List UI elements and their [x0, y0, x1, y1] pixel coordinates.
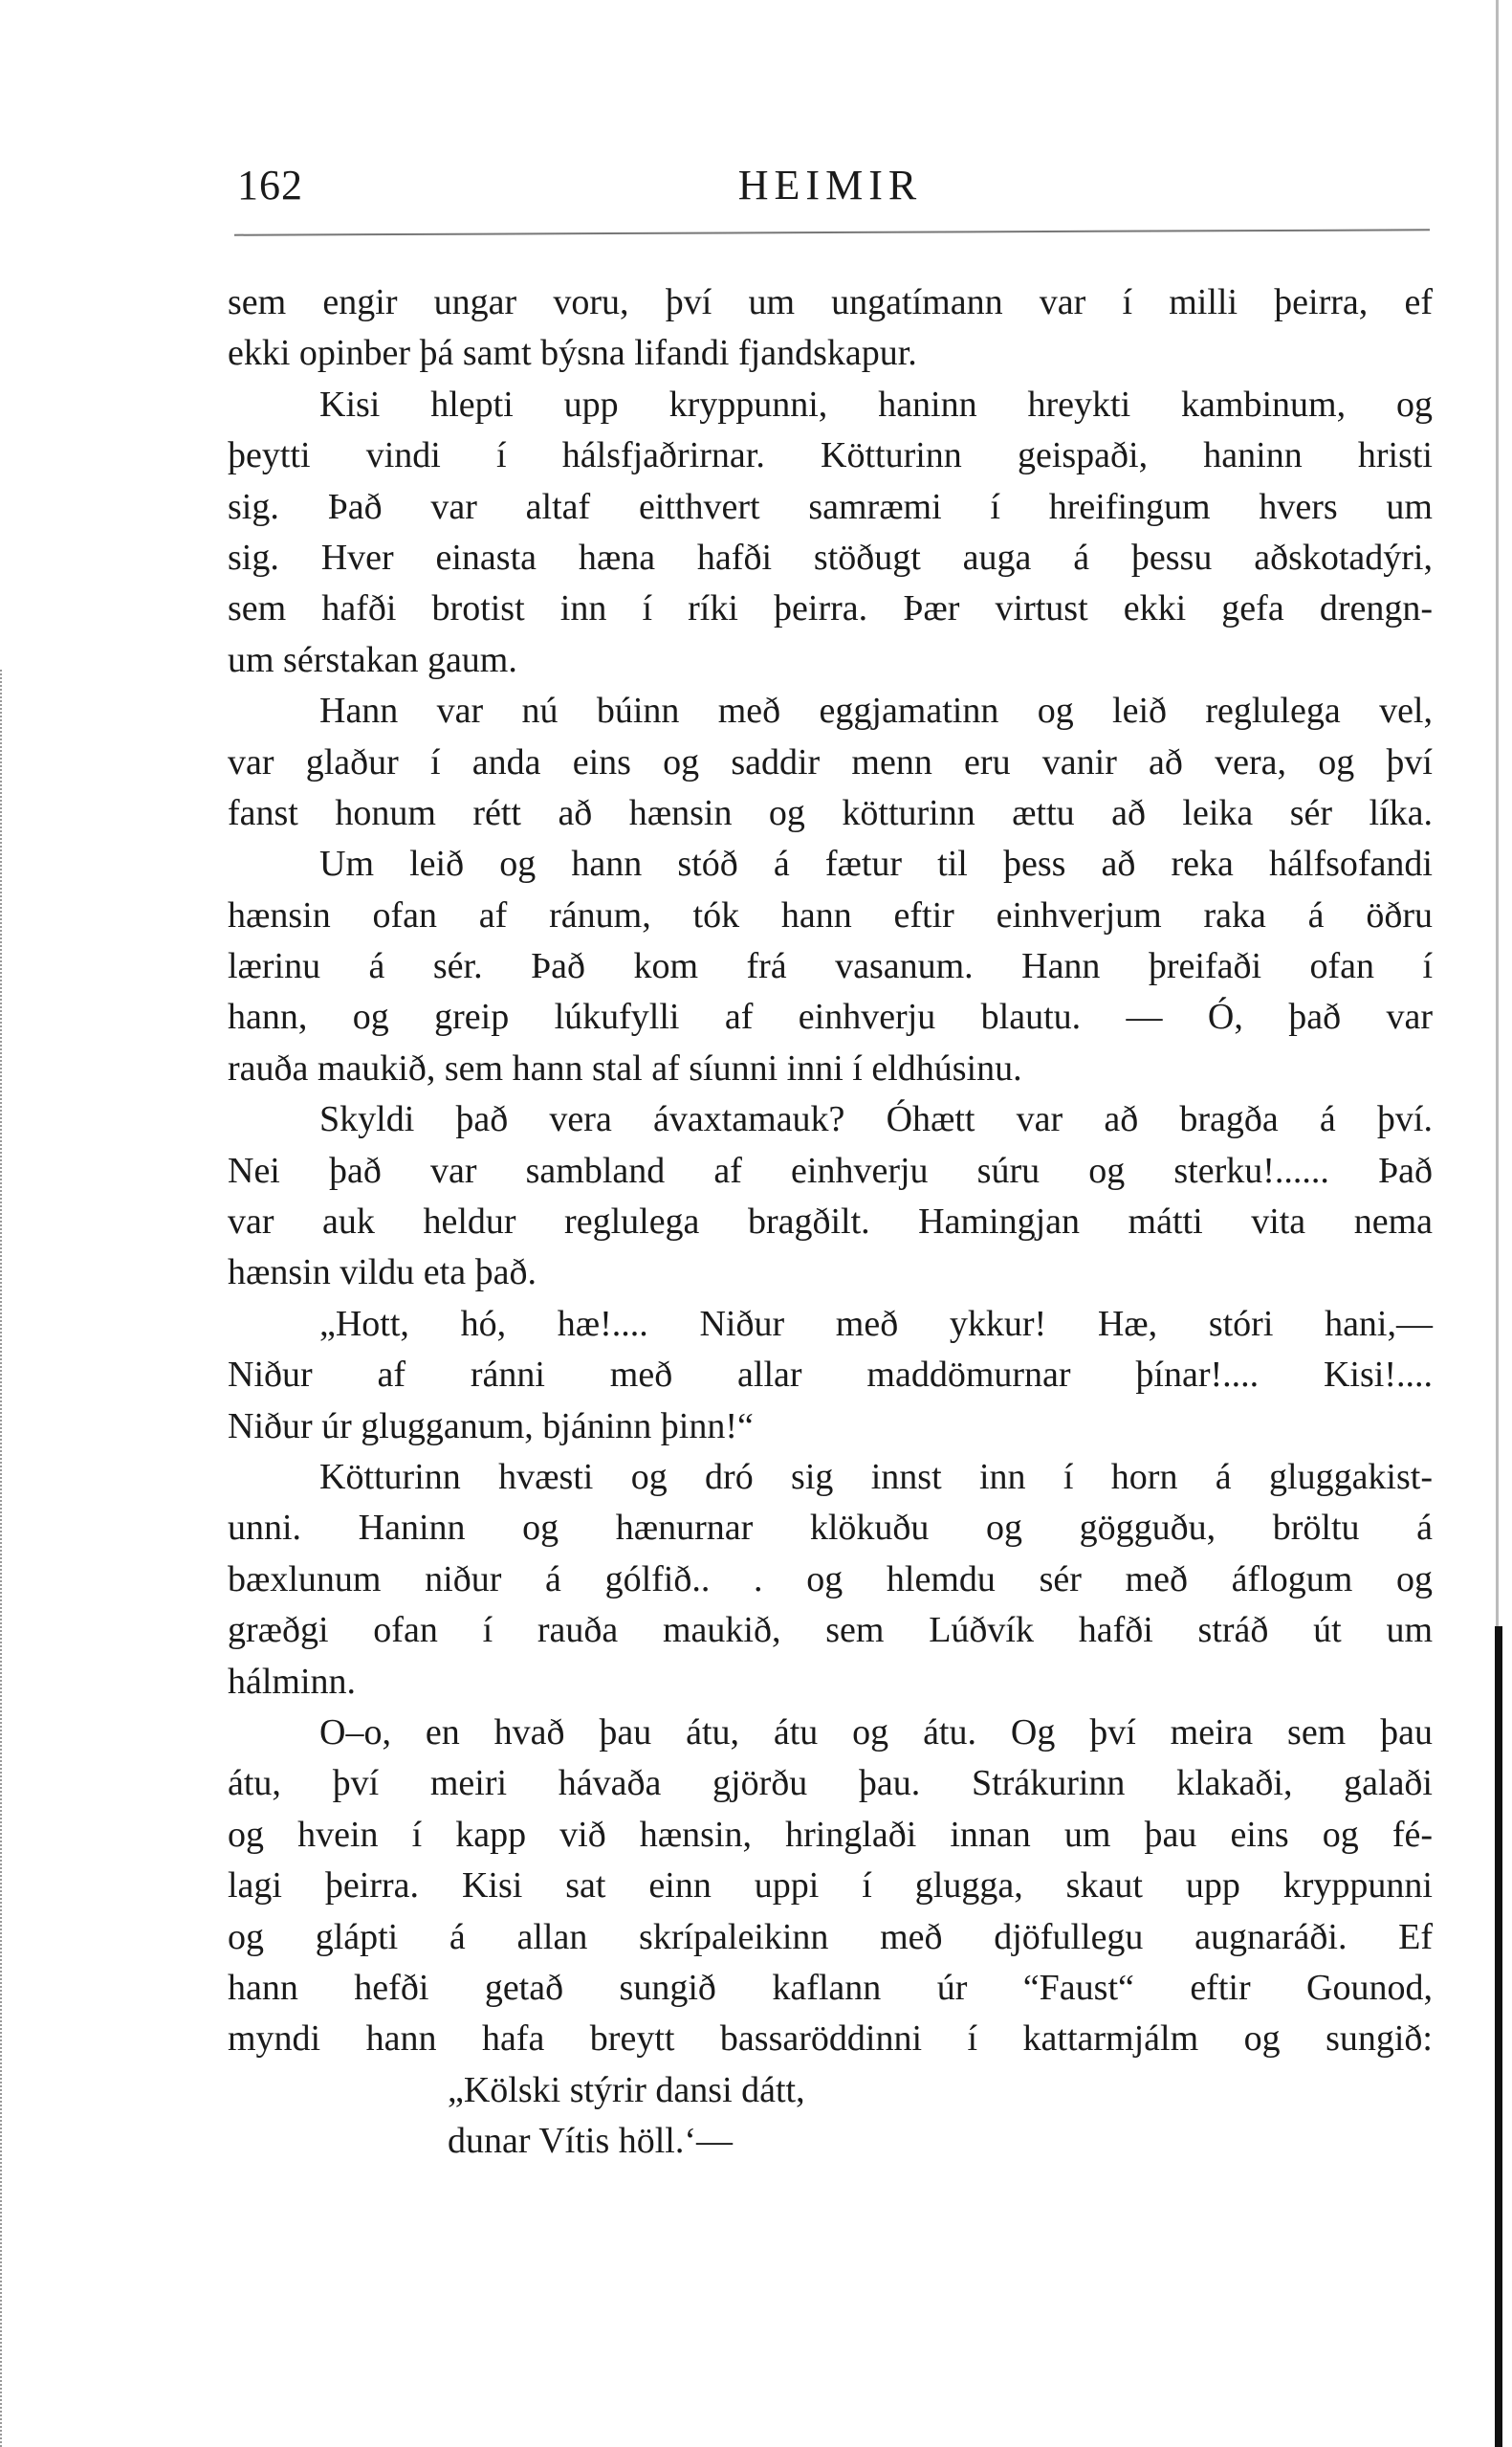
text-line: O–o, en hvað þau átu, átu og átu. Og því meira sem þau [319, 1711, 1433, 1753]
page-edge-speckles [0, 670, 13, 2447]
running-title: HEIMIR [737, 162, 923, 209]
text-line: Kisi hlepti upp kryppunni, haninn hreykti kambinum, og [319, 384, 1433, 425]
text-line: ekki opinber þá samt býsna lifandi fjandskapur. [228, 333, 917, 374]
text-line: bæxlunum niður á gólfið.. . og hlemdu sér með áflogum og [228, 1558, 1433, 1599]
text-line: græðgi ofan í rauða maukið, sem Lúðvík hafði stráð út um [228, 1610, 1433, 1651]
text-line: sem engir ungar voru, því um ungatímann var í milli þeirra, ef [228, 282, 1433, 322]
text-line: sig. Það var altaf eitthvert samræmi í hreifingum hvers um [228, 486, 1433, 527]
text-line: og glápti á allan skrípaleikinn með djöfullegu augnaráði. Ef [228, 1916, 1433, 1957]
verse-line: dunar Vítis höll.‘— [448, 2121, 734, 2162]
text-line: hann hefði getað sungið kaflann úr “Faust“ eftir Gounod, [228, 1967, 1433, 2008]
text-line: hálminn. [228, 1661, 357, 1702]
text-line: Niður af ránni með allar maddömurnar þínar!.... Kisi!.... [228, 1355, 1433, 1396]
spine-shadow [1496, 0, 1499, 1626]
text-line: unni. Haninn og hænurnar klökuðu og gögguðu, bröltu á [228, 1508, 1433, 1549]
text-line: hænsin vildu eta það. [228, 1252, 537, 1293]
text-line: Kötturinn hvæsti og dró sig innst inn í horn á gluggakist- [319, 1456, 1433, 1497]
text-line: hann, og greip lúkufylli af einhverju blautu. — Ó, það var [228, 997, 1433, 1038]
text-line: og hvein í kapp við hænsin, hringlaði innan um þau eins og fé- [228, 1814, 1433, 1855]
header-rule [234, 229, 1430, 235]
text-line: um sérstakan gaum. [228, 639, 517, 680]
text-line: lærinu á sér. Það kom frá vasanum. Hann þreifaði ofan í [228, 946, 1433, 987]
text-line: rauða maukið, sem hann stal af síunni inni í eldhúsinu. [228, 1047, 1022, 1089]
text-line: hænsin ofan af ránum, tók hann eftir einhverjum raka á öðru [228, 894, 1433, 936]
text-line: var auk heldur reglulega bragðilt. Hamingjan mátti vita nema [228, 1201, 1433, 1243]
text-line: sem hafði brotist inn í ríki þeirra. Þær virtust ekki gefa drengn- [228, 588, 1433, 629]
text-line: þeytti vindi í hálsfjaðrirnar. Kötturinn geispaði, haninn hristi [228, 435, 1433, 476]
text-line: átu, því meiri hávaða gjörðu þau. Strákurinn klakaði, galaði [228, 1763, 1433, 1804]
page-number: 162 [237, 162, 303, 209]
text-line: Niður úr glugganum, bjáninn þinn!“ [228, 1405, 754, 1446]
text-line: Um leið og hann stóð á fætur til þess að reka hálfsofandi [319, 844, 1433, 885]
verse-line: „Kölski stýrir dansi dátt, [448, 2069, 805, 2110]
page-header [228, 161, 1433, 218]
text-line: sig. Hver einasta hæna hafði stöðugt auga á þessu aðskotadýri, [228, 537, 1433, 578]
body-text [228, 277, 1433, 2167]
text-line: var glaður í anda eins og saddir menn eru vanir að vera, og því [228, 741, 1433, 783]
text-line: lagi þeirra. Kisi sat einn uppi í glugga, skaut upp kryppunni [228, 1865, 1433, 1907]
text-line: „Hott, hó, hæ!.... Niður með ykkur! Hæ, stóri hani,— [319, 1303, 1433, 1344]
text-line: Skyldi það vera ávaxtamauk? Óhætt var að bragða á því. [319, 1099, 1433, 1140]
book-spine [1474, 0, 1512, 2447]
text-line: Nei það var sambland af einhverju súru og sterku!...... Það [228, 1150, 1433, 1191]
text-line: fanst honum rétt að hænsin og kötturinn ættu að leika sér líka. [228, 792, 1433, 833]
text-line: Hann var nú búinn með eggjamatinn og leið reglulega vel, [319, 691, 1433, 732]
spine-edge [1495, 1626, 1502, 2447]
text-line: myndi hann hafa breytt bassaröddinni í kattarmjálm og sungið: [228, 2018, 1433, 2060]
